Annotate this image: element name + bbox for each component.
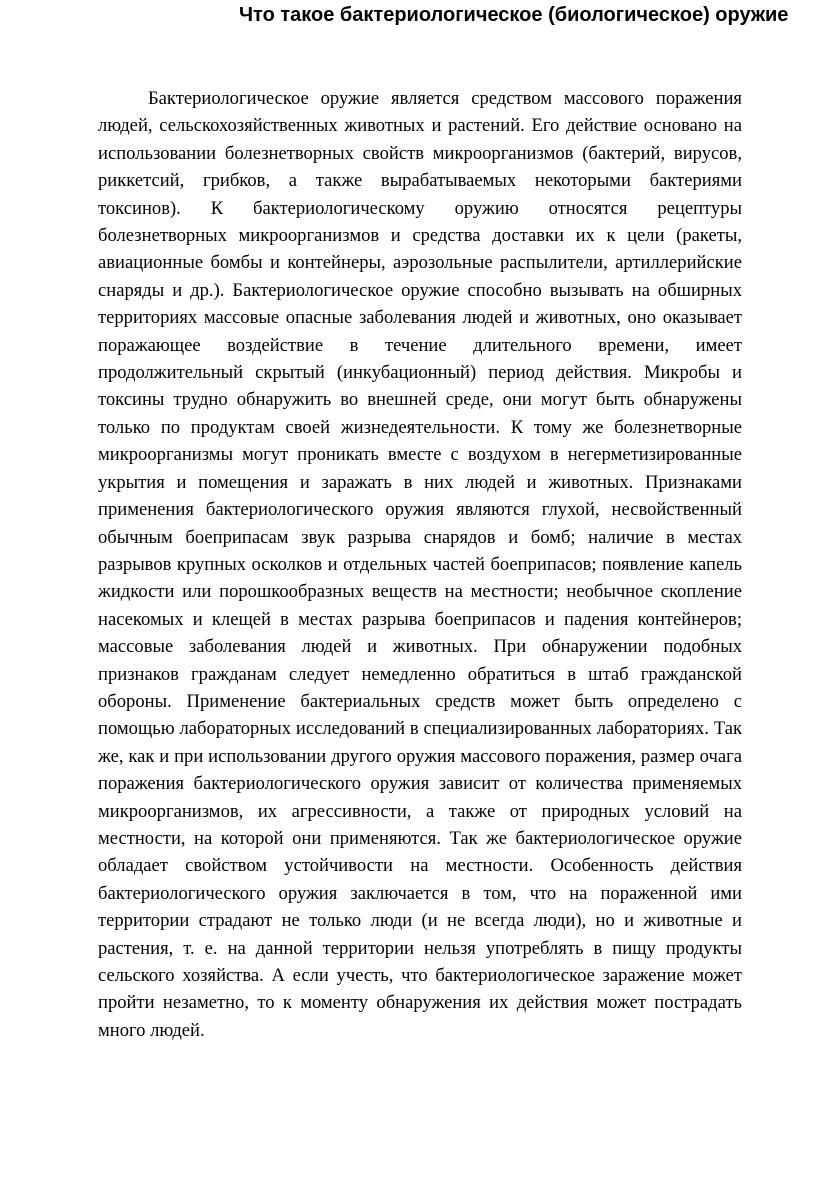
document-body-paragraph: Бактериологическое оружие является средством массового поражения людей, сельскохозяйственных животных и растений. Его действие основано на использовании болезнетворных свойств микроорганизмов (бактерий, вирусов, риккетсий, грибков, а также вырабатываемых некоторыми бактериями токсинов). К бактериологическому оружию относятся рецептуры болезнетворных микроорганизмов и средства доставки их к цели (ракеты, авиационные бомбы и контейнеры, аэрозольные распылители, артиллерийские снаряды и др.). Бактериологическое оружие способно вызывать на обширных территориях массовые опасные заболевания людей и животных, оно оказывает поражающее воздействие в течение длительного времени, имеет продолжительный скрытый (инкубационный) период действия. Микробы и токсины трудно обнаружить во внешней среде, они могут быть обнаружены только по продуктам своей жизнедеятельности. К тому же болезнетворные микроорганизмы могут проникать вместе с воздухом в негерметизированные укрытия и помещения и заражать в них людей и животных. Признаками применения бактериологического оружия являются глухой, несвойственный обычным боеприпасам звук разрыва снарядов и бомб; наличие в местах разрывов крупных осколков и отдельных частей боеприпасов; появление капель жидкости или порошкообразных веществ на местности; необычное скопление насекомых и клещей в местах разрыва боеприпасов и падения контейнеров; массовые заболевания людей и животных. При обнаружении подобных признаков гражданам следует немедленно обратиться в штаб гражданской обороны. Применение бактериальных средств может быть определено с помощью лабораторных исследований в специализированных лабораториях. Так же, как и при использовании другого оружия массового поражения, размер очага поражения бактериологического оружия зависит от количества применяемых микроорганизмов, их агрессивности, а также от природных условий на местности, на которой они применяются. Так же бактериологическое оружие обладает свойством устойчивости на местности. Особенность действия бактериологического оружия заключается в том, что на пораженной ими территории страдают не только люди (и не всегда люди), но и животные и растения, т. е. на данной территории нельзя употреблять в пищу продукты сельского хозяйства. А если учесть, что бактериологическое заражение может пройти незаметно, то к моменту обнаружения их действия может пострадать много людей. <box>98 88 742 1041</box>
document-title: Что такое бактериологическое (биологическое) оружие <box>239 4 789 26</box>
